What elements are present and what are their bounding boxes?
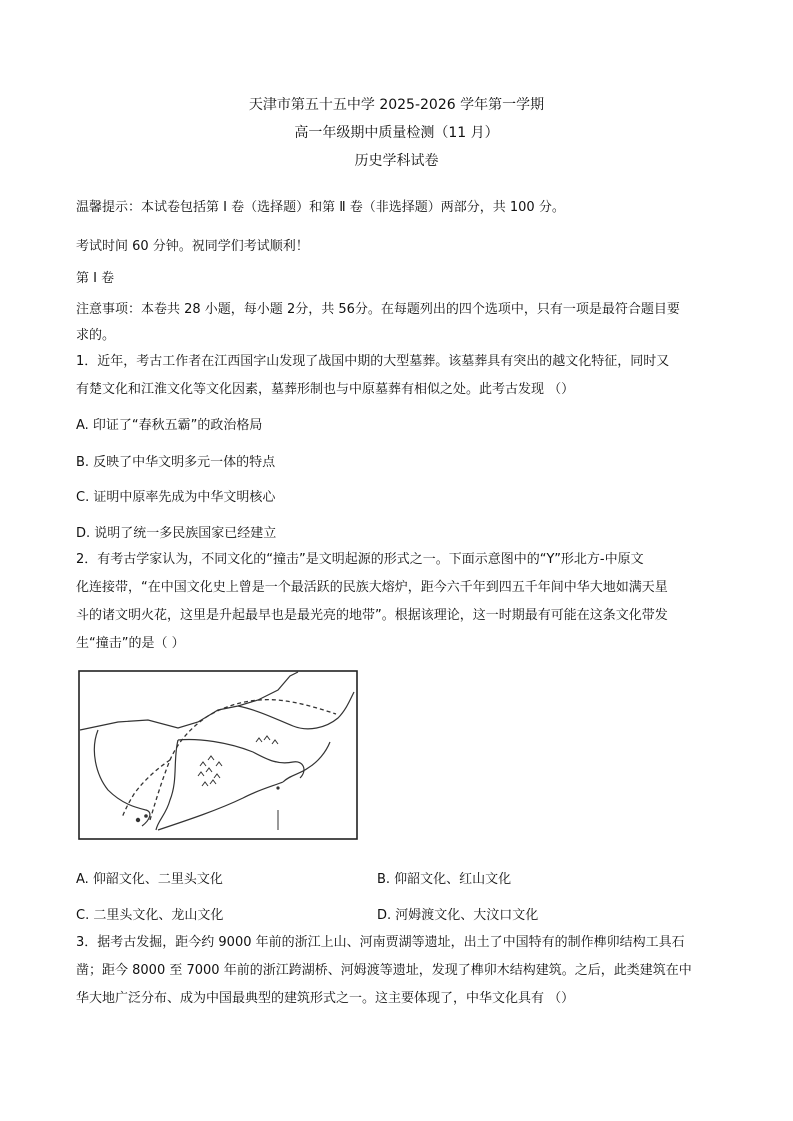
- exam-title: 高一年级期中质量检测（11 月）: [294, 125, 499, 141]
- q2-option-d: D. 河姆渡文化、大汶口文化: [377, 908, 539, 923]
- q2-line-1: 2．有考古学家认为，不同文化的“撞击”是文明起源的形式之一。下面示意图中的“Y”形北方-中原文: [76, 552, 644, 567]
- q1-option-a: A. 印证了“春秋五霸”的政治格局: [76, 418, 263, 433]
- subject-title: 历史学科试卷: [354, 153, 439, 169]
- q3-line-3: 华大地广泛分布、成为中国最典型的建筑形式之一。这主要体现了，中华文化具有 （）: [76, 991, 575, 1006]
- section-title: 第 Ⅰ 卷: [76, 271, 115, 286]
- q1-line-1: 1．近年，考古工作者在江西国字山发现了战国中期的大型墓葬。该墓葬具有突出的越文化特征，同时又: [76, 354, 670, 369]
- q2-line-3: 斗的诸文明火花，这里是升起最早也是最光亮的地带”。根据该理论，这一时期最有可能在这条文化带发: [76, 608, 668, 623]
- q2-option-a: A. 仰韶文化、二里头文化: [76, 872, 223, 887]
- instructions-line-1: 注意事项：本卷共 28 小题，每小题 2分，共 56分。在每题列出的四个选项中，只有一项是最符合题目要: [76, 302, 680, 317]
- instructions-line-2: 求的。: [76, 328, 116, 343]
- q2-option-c: C. 二里头文化、龙山文化: [76, 908, 224, 923]
- notice-tip: 温馨提示：本试卷包括第 Ⅰ 卷（选择题）和第 Ⅱ 卷（非选择题）两部分，共 100 分。: [76, 200, 565, 215]
- q3-line-1: 3．据考古发掘，距今约 9000 年前的浙江上山、河南贾湖等遗址，出土了中国特有的制作榫卯结构工具石: [76, 935, 685, 950]
- q1-option-b: B. 反映了中华文明多元一体的特点: [76, 455, 276, 470]
- culture-belt-map: [78, 670, 358, 840]
- q3-line-2: 凿；距今 8000 至 7000 年前的浙江跨湖桥、河姆渡等遗址，发现了榫卯木结构建筑。之后，此类建筑在中: [76, 963, 692, 978]
- q1-line-2: 有楚文化和江淮文化等文化因素，墓葬形制也与中原墓葬有相似之处。此考古发现 （）: [76, 382, 575, 397]
- q1-option-d: D. 说明了统一多民族国家已经建立: [76, 526, 277, 541]
- notice-time: 考试时间 60 分钟。祝同学们考试顺利！: [76, 239, 309, 254]
- school-title: 天津市第五十五中学 2025-2026 学年第一学期: [248, 97, 545, 113]
- q2-option-b: B. 仰韶文化、红山文化: [377, 872, 512, 887]
- q2-line-4: 生“撞击”的是（ ）: [76, 636, 185, 651]
- q1-option-c: C. 证明中原率先成为中华文明核心: [76, 490, 276, 505]
- q2-line-2: 化连接带，“在中国文化史上曾是一个最活跃的民族大熔炉，距今六千年到四五千年间中华大地如满天星: [76, 580, 668, 595]
